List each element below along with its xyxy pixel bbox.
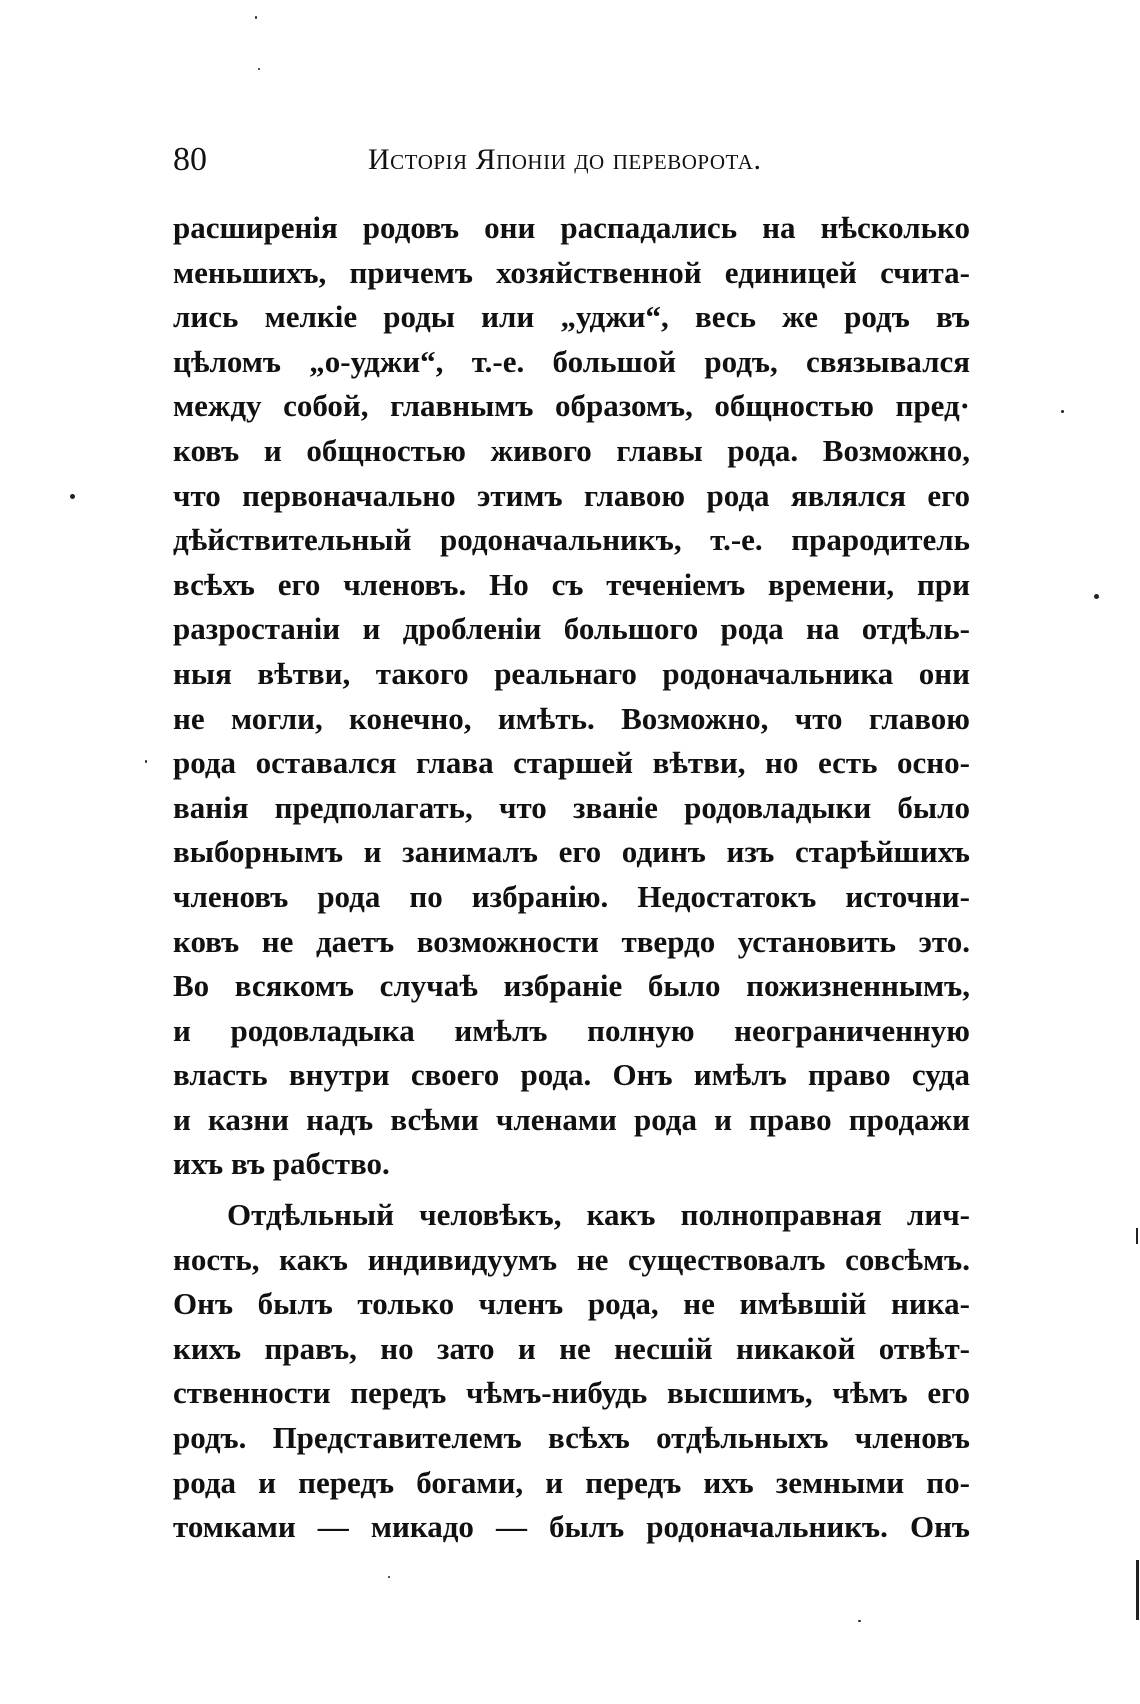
text-line: что первоначально этимъ главою рода являлся его [173,477,970,513]
text-line: рода оставался глава старшей вѣтви, но есть осно- [173,745,970,781]
scan-speck [1094,594,1099,599]
text-line: ковъ не даетъ возможности твердо установить это. [173,923,970,959]
scan-speck [1136,1228,1138,1244]
text-line: Во всякомъ случаѣ избраніе было пожизненнымъ, [173,968,970,1004]
text-line: членовъ рода по избранію. Недостатокъ источни- [173,878,970,914]
text-line: между собой, главнымъ образомъ, общностью пред· [173,388,970,424]
text-line: дѣйствительный родоначальникъ, т.-е. прародитель [173,522,970,558]
text-line: ность, какъ индивидуумъ не существовалъ совсѣмъ. [173,1241,970,1277]
text-line: меньшихъ, причемъ хозяйственной единицей счита- [173,254,970,290]
scan-speck [388,1576,390,1578]
text-line: и родовладыка имѣлъ полную неограниченную [173,1012,970,1048]
text-line: ковъ и общностью живого главы рода. Возможно, [173,432,970,468]
body-text [173,206,970,1550]
paragraph-2 [173,1193,970,1550]
scan-speck [1061,410,1064,413]
text-line: разростаніи и дробленіи большого рода на отдѣль- [173,611,970,647]
text-line: ванія предполагать, что званіе родовладыки было [173,789,970,825]
scan-speck [70,494,75,499]
text-line: лись мелкіе роды или „уджи“, весь же родъ въ [173,299,970,335]
text-line: ныя вѣтви, такого реальнаго родоначальника они [173,655,970,691]
text-line: выборнымъ и занималъ его одинъ изъ старѣйшихъ [173,834,970,870]
text-line: кихъ правъ, но зато и не несшій никакой отвѣт- [173,1330,970,1366]
text-line: расширенія родовъ они распадались на нѣсколько [173,210,970,245]
text-line: томками — микадо — былъ родоначальникъ. Онъ [173,1509,970,1545]
page-header [173,138,973,182]
scan-speck [858,1620,861,1622]
scan-speck [258,68,260,70]
text-line: ихъ въ рабство. [173,1146,390,1182]
text-line: Онъ былъ только членъ рода, не имѣвшій ника- [173,1286,970,1322]
text-line: рода и передъ богами, и передъ ихъ земными по- [173,1464,970,1500]
paragraph-1 [173,206,970,1187]
text-line: родъ. Представителемъ всѣхъ отдѣльныхъ членовъ [173,1420,970,1456]
text-line: Отдѣльный человѣкъ, какъ полноправная лич- [227,1197,970,1233]
text-line: цѣломъ „о-уджи“, т.-е. большой родъ, связывался [173,343,970,379]
text-line: и казни надъ всѣми членами рода и право продажи [173,1101,970,1137]
page-number: 80 [173,141,207,178]
text-line: всѣхъ его членовъ. Но съ теченіемъ времени, при [173,566,970,602]
text-line: власть внутри своего рода. Онъ имѣлъ право суда [173,1057,970,1093]
text-line: не могли, конечно, имѣть. Возможно, что главою [173,700,970,736]
scan-speck [1136,1560,1139,1620]
scan-speck [255,16,257,19]
scan-speck [145,760,147,763]
text-line: ственности передъ чѣмъ-нибудь высшимъ, чѣмъ его [173,1375,970,1411]
running-title: Исторія Японіи до переворота. [368,143,762,176]
